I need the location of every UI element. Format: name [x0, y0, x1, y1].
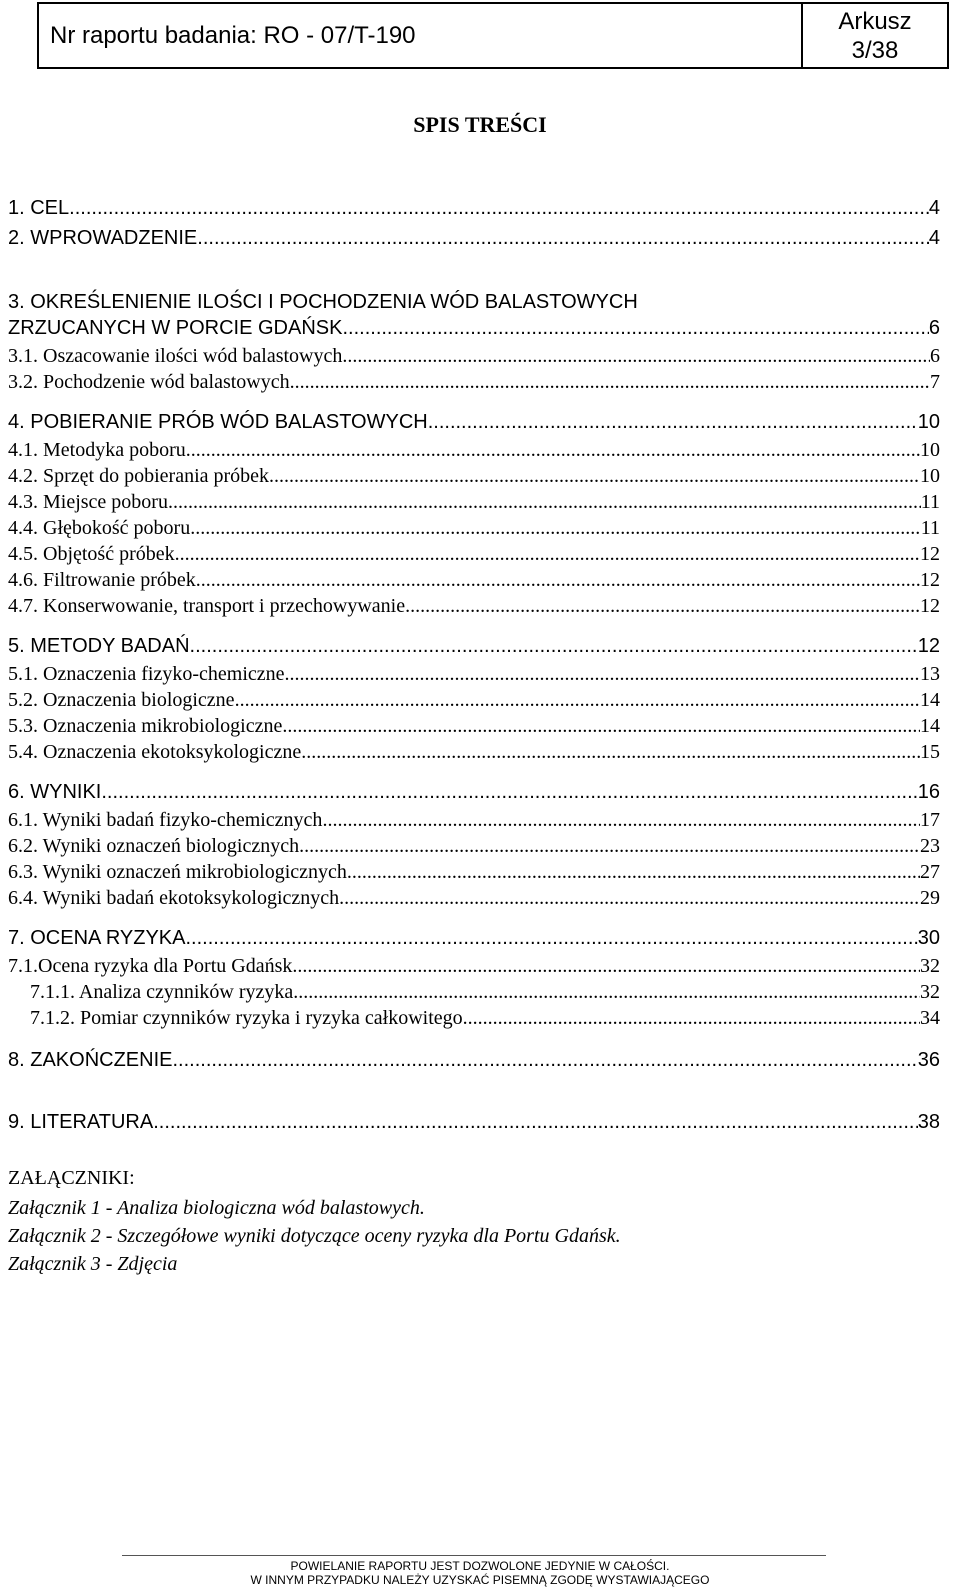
toc-entry[interactable]: 6.3. Wyniki oznaczeń mikrobiologicznych ..... 27: [8, 859, 940, 885]
toc-entry[interactable]: 4.7. Konserwowanie, transport i przechowywanie ..... 12: [8, 593, 940, 619]
footer-line-1: POWIELANIE RAPORTU JEST DOZWOLONE JEDYNIE W CAŁOŚCI.: [290, 1559, 670, 1573]
toc-entry[interactable]: 4.6. Filtrowanie próbek ..... 12: [8, 567, 940, 593]
toc-entry[interactable]: 5.4. Oznaczenia ekotoksykologiczne ..... 15: [8, 739, 940, 765]
toc-entry[interactable]: 6.1. Wyniki badań fizyko-chemicznych ..... 17: [8, 807, 940, 833]
toc-entry[interactable]: 5.1. Oznaczenia fizyko-chemiczne ..... 13: [8, 661, 940, 687]
toc-entry[interactable]: 4.1. Metodyka poboru. ..... 10: [8, 437, 940, 463]
toc-entry[interactable]: 3.1. Oszacowanie ilości wód balastowych. ..... 6: [8, 343, 940, 369]
toc-entry[interactable]: 6.4. Wyniki badań ekotoksykologicznych ..... 29: [8, 885, 940, 911]
toc-entry[interactable]: 3.2. Pochodzenie wód balastowych. ..... 7: [8, 369, 940, 395]
sheet-label: Arkusz: [838, 7, 912, 35]
attachment-item[interactable]: Załącznik 1 - Analiza biologiczna wód balastowych.: [8, 1197, 425, 1219]
toc-entry[interactable]: 7.1.Ocena ryzyka dla Portu Gdańsk ..... 32: [8, 953, 940, 979]
attachments-title: ZAŁĄCZNIKI:: [8, 1167, 135, 1189]
toc-entry[interactable]: 4.5. Objętość próbek ..... 12: [8, 541, 940, 567]
toc-entry[interactable]: 6. WYNIKI ..... 16: [8, 779, 940, 805]
toc-entry[interactable]: 4.4. Głębokość poboru ..... 11: [8, 515, 940, 541]
report-header: [37, 2, 949, 69]
footer-line-2: W INNYM PRZYPADKU NALEŻY UZYSKAĆ PISEMNĄ ZGODĘ WYSTAWIAJĄCEGO: [250, 1573, 710, 1587]
sheet-number: 3/38: [851, 36, 899, 64]
toc-entry[interactable]: 4.2. Sprzęt do pobierania próbek ..... 10: [8, 463, 940, 489]
report-number: Nr raportu badania: RO - 07/T-190: [39, 4, 803, 67]
toc-entry[interactable]: 1. CEL ..... 4: [8, 195, 940, 221]
attachment-item[interactable]: Załącznik 2 - Szczegółowe wyniki dotyczące oceny ryzyka dla Portu Gdańsk.: [8, 1225, 621, 1247]
toc-title: SPIS TREŚCI: [413, 112, 547, 137]
toc-entry[interactable]: 7.1.1. Analiza czynników ryzyka ..... 32: [30, 979, 940, 1005]
toc-entry[interactable]: 6.2. Wyniki oznaczeń biologicznych. ..... 23: [8, 833, 940, 859]
toc-entry[interactable]: 7.1.2. Pomiar czynników ryzyka i ryzyka całkowitego ..... 34: [30, 1005, 940, 1031]
toc-entry[interactable]: 4. POBIERANIE PRÓB WÓD BALASTOWYCH ..... 10: [8, 409, 940, 435]
toc-entry[interactable]: 5.2. Oznaczenia biologiczne ..... 14: [8, 687, 940, 713]
toc-entry[interactable]: 5. METODY BADAŃ ..... 12: [8, 633, 940, 659]
toc-entry[interactable]: 5.3. Oznaczenia mikrobiologiczne ..... 14: [8, 713, 940, 739]
toc-entry[interactable]: 8. ZAKOŃCZENIE ..... 36: [8, 1047, 940, 1073]
toc-entry[interactable]: 7. OCENA RYZYKA ..... 30: [8, 925, 940, 951]
toc-entry-heading[interactable]: 3. OKREŚLENIENIE ILOŚCI I POCHODZENIA WÓD BALASTOWYCH: [8, 291, 638, 313]
toc-entry[interactable]: ZRZUCANYCH W PORCIE GDAŃSK. ..... 6: [8, 315, 940, 341]
footer-divider: [122, 1555, 826, 1556]
sheet-box: [803, 4, 947, 67]
toc-entry[interactable]: 4.3. Miejsce poboru ..... 11: [8, 489, 940, 515]
toc-entry[interactable]: 2. WPROWADZENIE. ..... 4: [8, 225, 940, 251]
toc-entry[interactable]: 9. LITERATURA ..... 38: [8, 1109, 940, 1135]
attachment-item[interactable]: Załącznik 3 - Zdjęcia: [8, 1253, 178, 1275]
